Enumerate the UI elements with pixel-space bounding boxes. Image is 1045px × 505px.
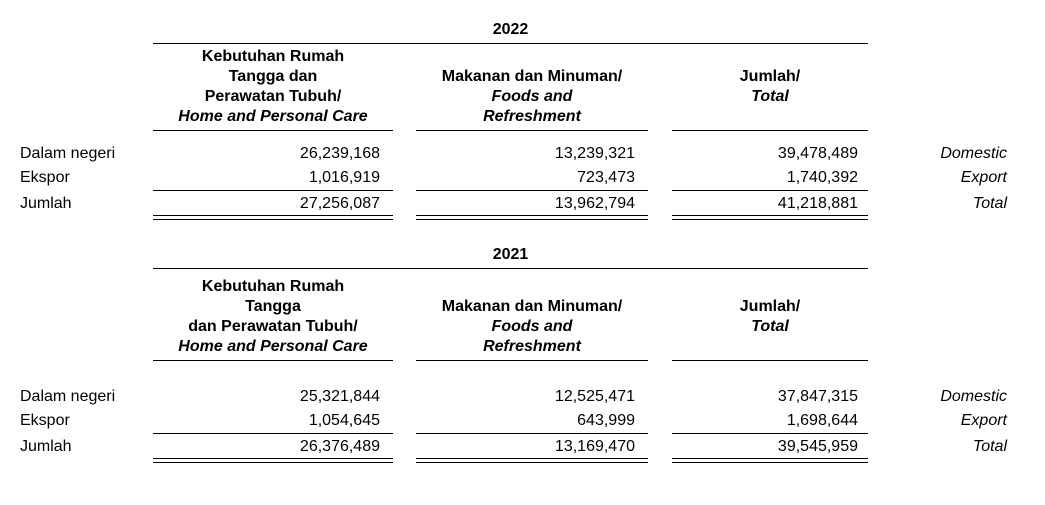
subtotal-rule bbox=[416, 190, 648, 191]
row-label-export: Ekspor bbox=[20, 412, 70, 429]
subtotal-rule bbox=[153, 190, 393, 191]
header-line-en: Total bbox=[751, 88, 789, 105]
cell-value: 13,239,321 bbox=[554, 145, 635, 162]
column-header-home-personal-care bbox=[153, 277, 393, 357]
row-label-export: Ekspor bbox=[20, 169, 70, 186]
cell-value: 25,321,844 bbox=[299, 388, 380, 405]
header-line-en: Home and Personal Care bbox=[178, 338, 368, 355]
header-line: Tangga dan bbox=[228, 68, 318, 85]
header-line: Perawatan Tubuh/ bbox=[204, 88, 342, 105]
row-label-en-domestic: Domestic bbox=[940, 388, 1007, 405]
row-label-en-export: Export bbox=[960, 169, 1007, 186]
header-line: Kebutuhan Rumah bbox=[201, 278, 345, 295]
cell-value: 39,545,959 bbox=[777, 438, 858, 455]
cell-value: 26,239,168 bbox=[299, 145, 380, 162]
header-line-en: Refreshment bbox=[483, 338, 581, 355]
total-double-rule bbox=[672, 215, 868, 220]
cell-value: 1,698,644 bbox=[786, 412, 858, 429]
header-rule bbox=[672, 360, 868, 361]
header-rule bbox=[672, 130, 868, 131]
total-double-rule bbox=[416, 458, 648, 463]
row-label-total: Jumlah bbox=[20, 438, 72, 455]
cell-value: 39,478,489 bbox=[777, 145, 858, 162]
header-rule bbox=[416, 360, 648, 361]
cell-value: 26,376,489 bbox=[299, 438, 380, 455]
header-line-en: Foods and bbox=[491, 88, 573, 105]
cell-value: 1,740,392 bbox=[786, 169, 858, 186]
subtotal-rule bbox=[672, 190, 868, 191]
header-line: dan Perawatan Tubuh/ bbox=[188, 318, 358, 335]
column-header-total bbox=[672, 67, 868, 107]
subtotal-rule bbox=[416, 433, 648, 434]
row-label-en-total: Total bbox=[972, 195, 1007, 212]
year-heading: 2021 bbox=[492, 246, 529, 263]
cell-value: 27,256,087 bbox=[299, 195, 380, 212]
header-rule bbox=[416, 130, 648, 131]
row-label-domestic: Dalam negeri bbox=[20, 388, 116, 405]
cell-value: 41,218,881 bbox=[777, 195, 858, 212]
header-line-en: Foods and bbox=[491, 318, 573, 335]
total-double-rule bbox=[672, 458, 868, 463]
cell-value: 1,054,645 bbox=[308, 412, 380, 429]
cell-value: 12,525,471 bbox=[554, 388, 635, 405]
header-line-en: Refreshment bbox=[483, 108, 581, 125]
header-line: Makanan dan Minuman/ bbox=[441, 68, 623, 85]
row-label-en-domestic: Domestic bbox=[940, 145, 1007, 162]
header-line-en: Home and Personal Care bbox=[178, 108, 368, 125]
subtotal-rule bbox=[672, 433, 868, 434]
cell-value: 1,016,919 bbox=[308, 169, 380, 186]
total-double-rule bbox=[416, 215, 648, 220]
cell-value: 643,999 bbox=[577, 412, 635, 429]
cell-value: 13,169,470 bbox=[554, 438, 635, 455]
row-label-domestic: Dalam negeri bbox=[20, 145, 116, 162]
header-rule bbox=[153, 360, 393, 361]
header-line: Jumlah/ bbox=[739, 298, 801, 315]
header-line-en: Total bbox=[751, 318, 789, 335]
header-line: Makanan dan Minuman/ bbox=[441, 298, 623, 315]
row-label-en-total: Total bbox=[972, 438, 1007, 455]
year-rule bbox=[153, 43, 868, 44]
subtotal-rule bbox=[153, 433, 393, 434]
header-rule bbox=[153, 130, 393, 131]
year-rule bbox=[153, 268, 868, 269]
row-label-total: Jumlah bbox=[20, 195, 72, 212]
column-header-foods-refreshment bbox=[416, 297, 648, 357]
column-header-foods-refreshment bbox=[416, 67, 648, 127]
header-line: Jumlah/ bbox=[739, 68, 801, 85]
cell-value: 37,847,315 bbox=[777, 388, 858, 405]
cell-value: 723,473 bbox=[577, 169, 635, 186]
row-label-en-export: Export bbox=[960, 412, 1007, 429]
header-line: Tangga bbox=[245, 298, 301, 315]
column-header-home-personal-care bbox=[153, 47, 393, 127]
year-heading: 2022 bbox=[492, 21, 529, 38]
column-header-total bbox=[672, 297, 868, 337]
cell-value: 13,962,794 bbox=[554, 195, 635, 212]
header-line: Kebutuhan Rumah bbox=[201, 48, 345, 65]
total-double-rule bbox=[153, 215, 393, 220]
total-double-rule bbox=[153, 458, 393, 463]
